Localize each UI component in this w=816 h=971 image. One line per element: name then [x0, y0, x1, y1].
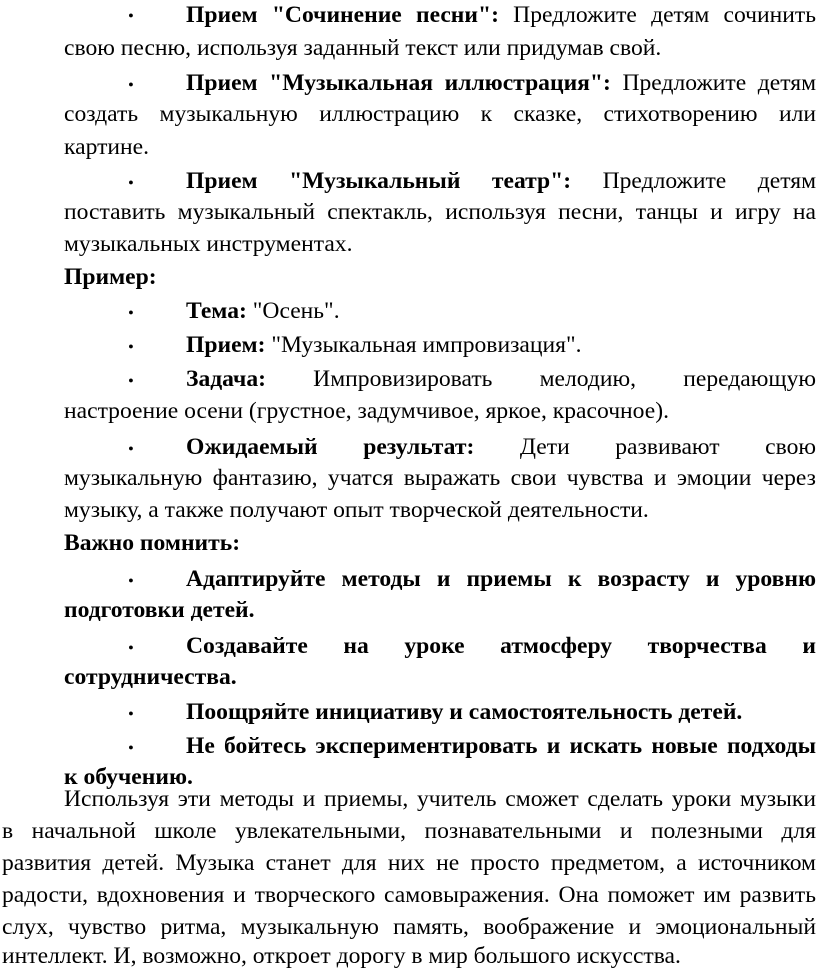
tip-3-line-1: Поощряйте инициативу и самостоятельность детей.: [186, 699, 743, 725]
song-item-line-1: Прием "Сочинение песни": Предложите детям сочинить: [186, 2, 816, 28]
bullet-icon: [126, 10, 136, 20]
song-item-title: Прием "Сочинение песни":: [186, 2, 499, 28]
tip-2-line-1: Создавайте на уроке атмосферу творчества и: [186, 633, 816, 659]
conclusion-line-6: интеллект. И, возможно, откроет дорогу в мир большого искусства.: [2, 943, 681, 969]
illustration-item-line-3: картине.: [64, 134, 149, 160]
illustration-item-line-2: создать музыкальную иллюстрацию к сказке, стихотворению или: [64, 101, 816, 127]
theatre-item-line-2: поставить музыкальный спектакль, используя песни, танцы и игру на: [64, 199, 816, 225]
example-result-line-2: музыкальную фантазию, учатся выражать свои чувства и эмоции через: [64, 465, 816, 491]
bullet-icon: [126, 177, 136, 187]
bullet-icon: [126, 742, 136, 752]
bullet-icon: [126, 708, 136, 718]
tip-4-line-2: к обучению.: [64, 764, 193, 790]
song-item-line-2: свою песню, используя заданный текст или придумав свой.: [64, 35, 662, 61]
bullet-icon: [126, 79, 136, 89]
remember-heading: Важно помнить:: [64, 530, 241, 556]
theatre-item-line-1: Прием "Музыкальный театр": Предложите детям: [186, 168, 816, 194]
example-topic: Тема: "Осень".: [186, 298, 340, 324]
example-method: Прием: "Музыкальная импровизация".: [186, 332, 582, 358]
bullet-icon: [126, 443, 136, 453]
example-task-line-1: Задача: Импровизировать мелодию, передающую: [186, 366, 816, 392]
tip-1-line-2: подготовки детей.: [64, 597, 255, 623]
conclusion-line-4: радости, вдохновения и творческого самовыражения. Она поможет им развить: [2, 882, 816, 908]
conclusion-line-5: слух, чувство ритма, музыкальную память, воображение и эмоциональный: [2, 914, 816, 940]
example-result-line-1: Ожидаемый результат: Дети развивают свою: [186, 434, 816, 460]
tip-4-line-1: Не бойтесь экспериментировать и искать новые подходы: [186, 733, 816, 759]
bullet-icon: [126, 575, 136, 585]
theatre-item-line-3: музыкальных инструментах.: [64, 231, 353, 257]
bullet-icon: [126, 341, 136, 351]
bullet-icon: [126, 642, 136, 652]
example-heading: Пример:: [64, 264, 157, 290]
example-task-line-2: настроение осени (грустное, задумчивое, яркое, красочное).: [64, 398, 669, 424]
bullet-icon: [126, 307, 136, 317]
illustration-item-line-1: Прием "Музыкальная иллюстрация": Предложите детям: [186, 70, 816, 96]
theatre-item-title: Прием "Музыкальный театр":: [186, 168, 572, 194]
illustration-item-title: Прием "Музыкальная иллюстрация":: [186, 70, 611, 96]
example-result-line-3: музыку, а также получают опыт творческой деятельности.: [64, 497, 649, 523]
conclusion-line-2: в начальной школе увлекательными, познавательными и полезными для: [2, 818, 816, 844]
conclusion-line-1: Используя эти методы и приемы, учитель сможет сделать уроки музыки: [64, 786, 816, 812]
conclusion-line-3: развития детей. Музыка станет для них не просто предметом, а источником: [2, 850, 816, 876]
tip-1-line-1: Адаптируйте методы и приемы к возрасту и уровню: [186, 566, 816, 592]
bullet-icon: [126, 375, 136, 385]
tip-2-line-2: сотрудничества.: [64, 664, 237, 690]
